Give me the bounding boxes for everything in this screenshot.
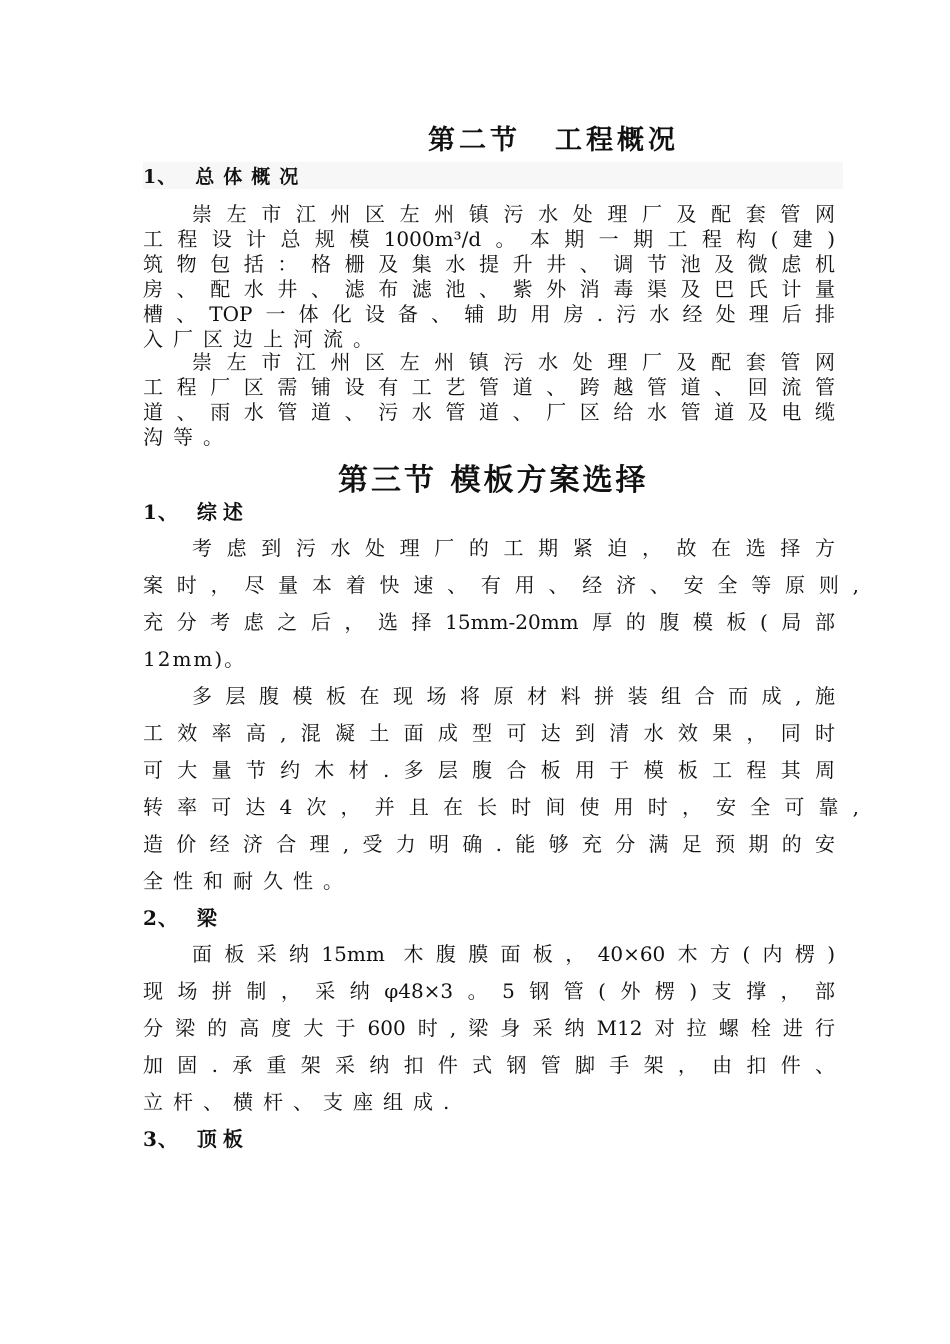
summary-line-4: 12mm)。 xyxy=(143,647,247,671)
heading-number: 1、 xyxy=(143,166,178,188)
beam-line-5: 立杆、横杆、支座组成. xyxy=(143,1090,460,1114)
section-2-name: 工程概况 xyxy=(555,125,679,156)
heading-text: 总体概况 xyxy=(195,166,308,188)
beam-line-3: 分梁的高度大于600时,梁身采纳M12对拉螺栓进行 xyxy=(143,1016,835,1040)
overview-line-1: 崇左市江州区左州镇污水处理厂及配套管网 xyxy=(192,202,835,226)
section-3-title: 第三节 模板方案选择 xyxy=(338,463,649,498)
plywood-line-1: 多层腹模板在现场将原材料拼装组合而成,施 xyxy=(192,684,835,708)
plywood-line-3: 可大量节约木材.多层腹合板用于模板工程其周 xyxy=(143,758,835,782)
section-2-title xyxy=(428,118,679,157)
overview-line-5: 槽、TOP一体化设备、辅助用房.污水经处理后排 xyxy=(143,302,835,326)
heading-text: 顶板 xyxy=(196,1127,249,1151)
beam-line-2: 现场拼制，采纳φ48×3。5钢管(外楞)支撑，部 xyxy=(143,979,835,1003)
heading-text: 综述 xyxy=(196,500,249,524)
heading-number: 1、 xyxy=(143,500,179,524)
plywood-line-2: 工效率高,混凝土面成型可达到清水效果，同时 xyxy=(143,721,835,745)
plywood-line-6: 全性和耐久性。 xyxy=(143,869,353,893)
summary-line-3: 充分考虑之后，选择15mm-20mm厚的腹模板(局部 xyxy=(143,610,835,634)
pipeline-line-4: 沟等。 xyxy=(143,425,233,449)
overview-line-2: 工程设计总规模1000m³/d。本期一期工程构(建) xyxy=(143,227,835,251)
heading-number: 3、 xyxy=(143,1127,179,1151)
heading-number: 2、 xyxy=(143,906,179,930)
beam-line-1: 面板采纳15mm 木腹膜面板，40×60木方(内楞) xyxy=(192,942,835,966)
overview-line-6: 入厂区边上河流。 xyxy=(143,327,383,351)
heading-roof-slab xyxy=(143,1123,249,1152)
heading-text: 梁 xyxy=(196,906,223,930)
plywood-line-5: 造价经济合理,受力明确.能够充分满足预期的安 xyxy=(143,832,835,856)
plywood-line-4: 转率可达4次，并且在长时间使用时，安全可靠, xyxy=(143,795,859,819)
beam-line-4: 加固.承重架采纳扣件式钢管脚手架，由扣件、 xyxy=(143,1053,835,1077)
heading-beam xyxy=(143,902,223,931)
section-2-number: 第二节 xyxy=(428,125,521,156)
overview-line-3: 筑物包括：格栅及集水提升井、调节池及微虑机 xyxy=(143,252,835,276)
heading-summary xyxy=(143,496,249,525)
overview-line-4: 房、配水井、滤布滤池、紫外消毒渠及巴氏计量 xyxy=(143,277,835,301)
pipeline-line-3: 道、雨水管道、污水管道、厂区给水管道及电缆 xyxy=(143,400,835,424)
heading-overview xyxy=(143,162,843,189)
pipeline-line-1: 崇左市江州区左州镇污水处理厂及配套管网 xyxy=(192,350,835,374)
summary-line-1: 考虑到污水处理厂的工期紧迫，故在选择方 xyxy=(192,536,835,560)
summary-line-2: 案时，尽量本着快速、有用、经济、安全等原则, xyxy=(143,573,859,597)
pipeline-line-2: 工程厂区需铺设有工艺管道、跨越管道、回流管 xyxy=(143,375,835,399)
